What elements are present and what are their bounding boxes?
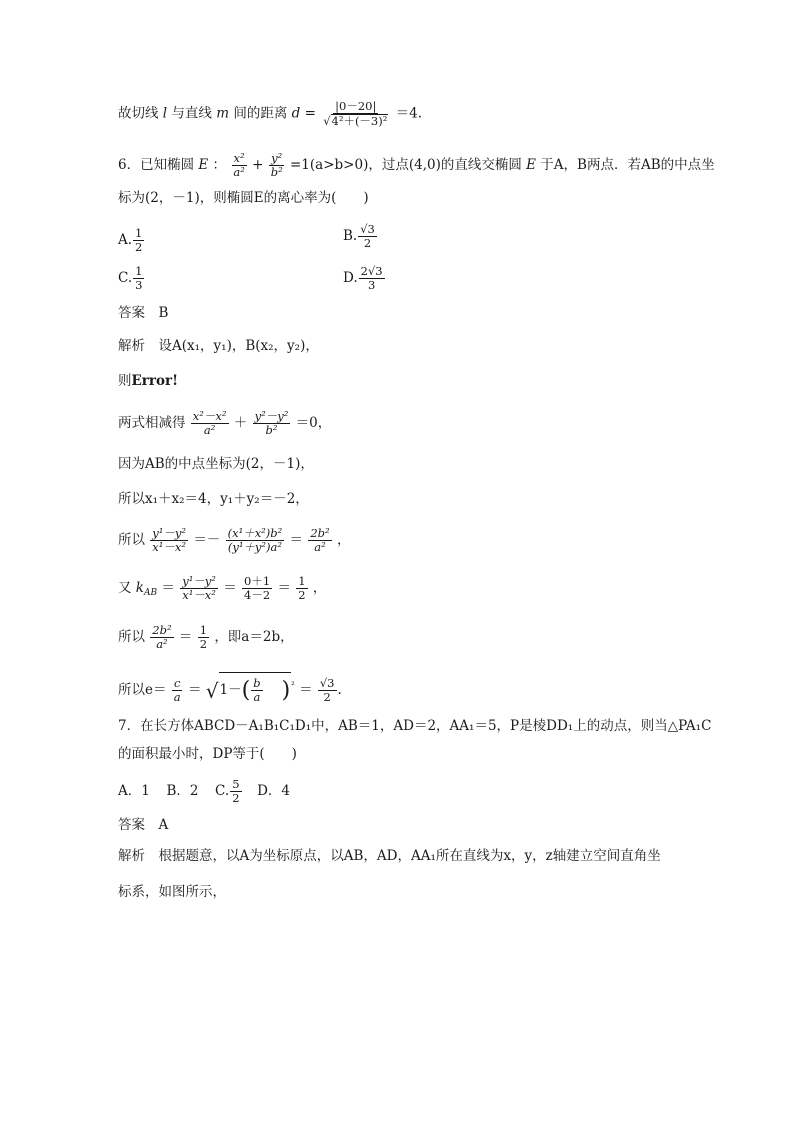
- answer-value: A: [158, 817, 169, 833]
- fraction-num: 0＋1: [244, 574, 271, 588]
- analysis-text: 所以e＝: [118, 682, 167, 699]
- text: 于A，B两点．若AB的中点坐: [540, 157, 715, 174]
- fraction-den: a: [173, 690, 181, 705]
- q6-option-c: [118, 265, 145, 292]
- fraction: [296, 575, 307, 602]
- answer-label: 答案: [118, 817, 145, 833]
- q7-options: [118, 778, 290, 805]
- fraction: [180, 575, 218, 602]
- sqrt-content: 4²＋(－3)²: [331, 114, 388, 129]
- fraction: [308, 527, 331, 554]
- q6-stem-line2: 标为(2，－1)，则椭圆E的离心率为( ): [118, 190, 369, 206]
- fraction-num: (x¹＋x²)b²: [227, 526, 283, 540]
- analysis-label: 解析: [118, 848, 145, 864]
- fraction: [198, 624, 209, 651]
- equals: ＝: [277, 580, 291, 597]
- q6-analysis-1: [118, 340, 319, 354]
- fraction-num: y¹－y²: [152, 526, 187, 540]
- q7-option-a: A．1: [118, 783, 150, 800]
- equals: ＝－: [193, 532, 221, 549]
- q6-analysis-9: [118, 672, 342, 704]
- fraction-num: b: [253, 676, 261, 690]
- q6-number: 6．已知椭圆: [118, 157, 195, 174]
- result: ＝4.: [395, 105, 423, 122]
- fraction-den: x¹－x²: [182, 588, 216, 603]
- analysis-text: 则: [118, 373, 132, 389]
- fraction: [172, 677, 183, 704]
- analysis-text: 所以: [118, 532, 145, 549]
- analysis-text: 又: [118, 580, 132, 597]
- option-label: D.: [343, 270, 358, 287]
- subscript: AB: [143, 588, 158, 599]
- option-fraction: [358, 223, 377, 250]
- option-fraction: [359, 265, 385, 292]
- fraction: [150, 527, 188, 554]
- equals: ＝: [289, 532, 304, 549]
- text: 间的距离: [233, 105, 288, 122]
- fraction-den: 3: [135, 278, 143, 293]
- fraction-num: 1: [135, 226, 143, 240]
- q7-stem-line1: 7．在长方体ABCD－A₁B₁C₁D₁中，AB＝1，AD＝2，AA₁＝5，P是棱DD₁上的动点，则当△PA₁C: [118, 718, 712, 734]
- fraction: [253, 410, 291, 437]
- fraction-num: x²－x²: [192, 409, 227, 423]
- var-m: m: [216, 105, 230, 122]
- fraction-num: 1: [199, 623, 208, 637]
- fraction-den: b²: [265, 423, 278, 438]
- plus: ＋: [233, 415, 248, 432]
- plus: +: [252, 157, 264, 174]
- q7-option-b: B．2: [166, 783, 199, 800]
- fraction-den: a²: [314, 540, 326, 555]
- q6-option-d: [343, 265, 386, 292]
- fraction: [191, 410, 229, 437]
- fraction-den: 4－2: [244, 588, 271, 603]
- q7-answer: [118, 819, 168, 833]
- fraction: [150, 624, 173, 651]
- fraction: [251, 677, 262, 704]
- text: 故切线: [118, 105, 159, 122]
- option-label: C.: [215, 783, 230, 800]
- option-label: A.: [118, 232, 133, 249]
- fraction-den: b²: [270, 165, 283, 180]
- fraction-num: c: [174, 676, 181, 690]
- fraction-den: x¹－x²: [152, 540, 186, 555]
- analysis-label: 解析: [118, 338, 145, 354]
- q6-analysis-6: [118, 527, 350, 554]
- analysis-text: 设A(x₁，y₁)，B(x₂，y₂)，: [158, 338, 319, 354]
- var-l: l: [162, 105, 168, 122]
- distance-fraction: [321, 100, 390, 128]
- fraction-den: a²: [156, 637, 168, 652]
- var-E: E: [198, 157, 209, 174]
- q6-analysis-7: [118, 575, 326, 602]
- analysis-text: ，即a＝2b，: [214, 629, 294, 646]
- fraction-den: 2: [363, 236, 372, 251]
- fraction-num: y²: [271, 151, 283, 165]
- option-fraction: [230, 778, 241, 805]
- q6-option-b: [343, 223, 378, 250]
- fraction-num: 5: [232, 777, 240, 791]
- fraction-den: 2: [199, 637, 208, 652]
- fraction-num: 2b²: [310, 526, 330, 540]
- var-E: E: [526, 157, 536, 174]
- fraction-num: 2b²: [152, 623, 172, 637]
- q7-stem-line2: 的面积最小时，DP等于( ): [118, 746, 297, 762]
- var-k: k: [135, 580, 144, 597]
- analysis-text: 两式相减得: [118, 415, 186, 432]
- fraction-den: a²: [233, 165, 245, 180]
- sqrt-sign: √: [205, 678, 219, 703]
- fraction-den: (y¹＋y²)a²: [227, 540, 282, 555]
- q6-analysis-3: [118, 410, 331, 437]
- answer-value: B: [158, 305, 169, 321]
- fraction-num: √3: [319, 676, 335, 690]
- equals: ＝: [178, 629, 193, 646]
- equals: =: [304, 105, 316, 122]
- q6-answer: [118, 307, 168, 321]
- option-label: C.: [118, 270, 133, 287]
- superscript: ²: [291, 681, 295, 692]
- analysis-text: ，: [312, 580, 327, 597]
- fraction-den: 2: [298, 588, 306, 603]
- ellipse-x-term: [231, 152, 246, 179]
- fraction-den: 3: [367, 278, 376, 293]
- text: 1－: [219, 682, 242, 699]
- option-fraction: [133, 265, 144, 292]
- q7-option-d: D．4: [257, 783, 291, 800]
- fraction-den: a: [253, 690, 261, 705]
- equals: ＝: [223, 580, 237, 597]
- var-d: d: [291, 105, 301, 122]
- equals: ＝: [299, 682, 313, 699]
- fraction-num: 1: [298, 574, 306, 588]
- analysis-text: .: [337, 682, 342, 699]
- fraction-num: 1: [135, 264, 143, 278]
- analysis-text: ，: [336, 532, 351, 549]
- paren: ): [281, 677, 291, 703]
- analysis-text: 所以: [118, 629, 145, 646]
- q6-analysis-4: 因为AB的中点坐标为(2，－1)，: [118, 456, 314, 472]
- q6-analysis-5: 所以x₁＋x₂＝4，y₁＋y₂＝－2，: [118, 491, 309, 507]
- analysis-text: ＝0，: [295, 415, 332, 432]
- fraction-num: √3: [360, 222, 375, 236]
- q6-option-a: [118, 227, 145, 254]
- q7-option-c: [215, 777, 242, 806]
- distance-conclusion: [118, 100, 422, 128]
- fraction-num: x²: [233, 151, 245, 165]
- fraction-num: 2√3: [360, 264, 383, 278]
- sqrt-body: [219, 672, 292, 704]
- q6-analysis-8: [118, 624, 294, 651]
- q6-stem-line1: [118, 152, 715, 179]
- q7-analysis-1: [118, 850, 661, 864]
- equals: ＝: [187, 682, 202, 699]
- analysis-text: 根据题意，以A为坐标原点，以AB，AD，AA₁所在直线为x，y，z轴建立空间直角坐: [158, 848, 661, 864]
- fraction-den: a²: [203, 423, 216, 438]
- fraction-num: y¹－y²: [182, 574, 216, 588]
- error-text: Error!: [131, 373, 179, 389]
- fraction: [226, 527, 285, 554]
- option-fraction: [133, 227, 144, 254]
- fraction-den: 2: [232, 791, 240, 806]
- fraction-den: 2: [135, 240, 143, 255]
- text: 与直线: [171, 105, 212, 122]
- equals: ＝: [161, 580, 175, 597]
- fraction: [318, 677, 337, 704]
- colon: ：: [212, 157, 227, 174]
- ellipse-y-term: [269, 152, 285, 179]
- q7-analysis-2: 标系，如图所示，: [118, 884, 226, 900]
- paren: (: [241, 677, 251, 703]
- fraction-num: |0－20|: [335, 99, 377, 113]
- fraction: [242, 575, 272, 602]
- fraction-den: √4²＋(－3)²: [323, 114, 388, 129]
- condition: =1(a>b>0)，过点(4,0)的直线交椭圆: [290, 157, 522, 174]
- fraction-den: 2: [323, 690, 331, 705]
- option-label: B.: [343, 228, 358, 245]
- fraction-num: y²－y²: [254, 409, 289, 423]
- q6-analysis-2: [118, 375, 178, 389]
- answer-label: 答案: [118, 305, 145, 321]
